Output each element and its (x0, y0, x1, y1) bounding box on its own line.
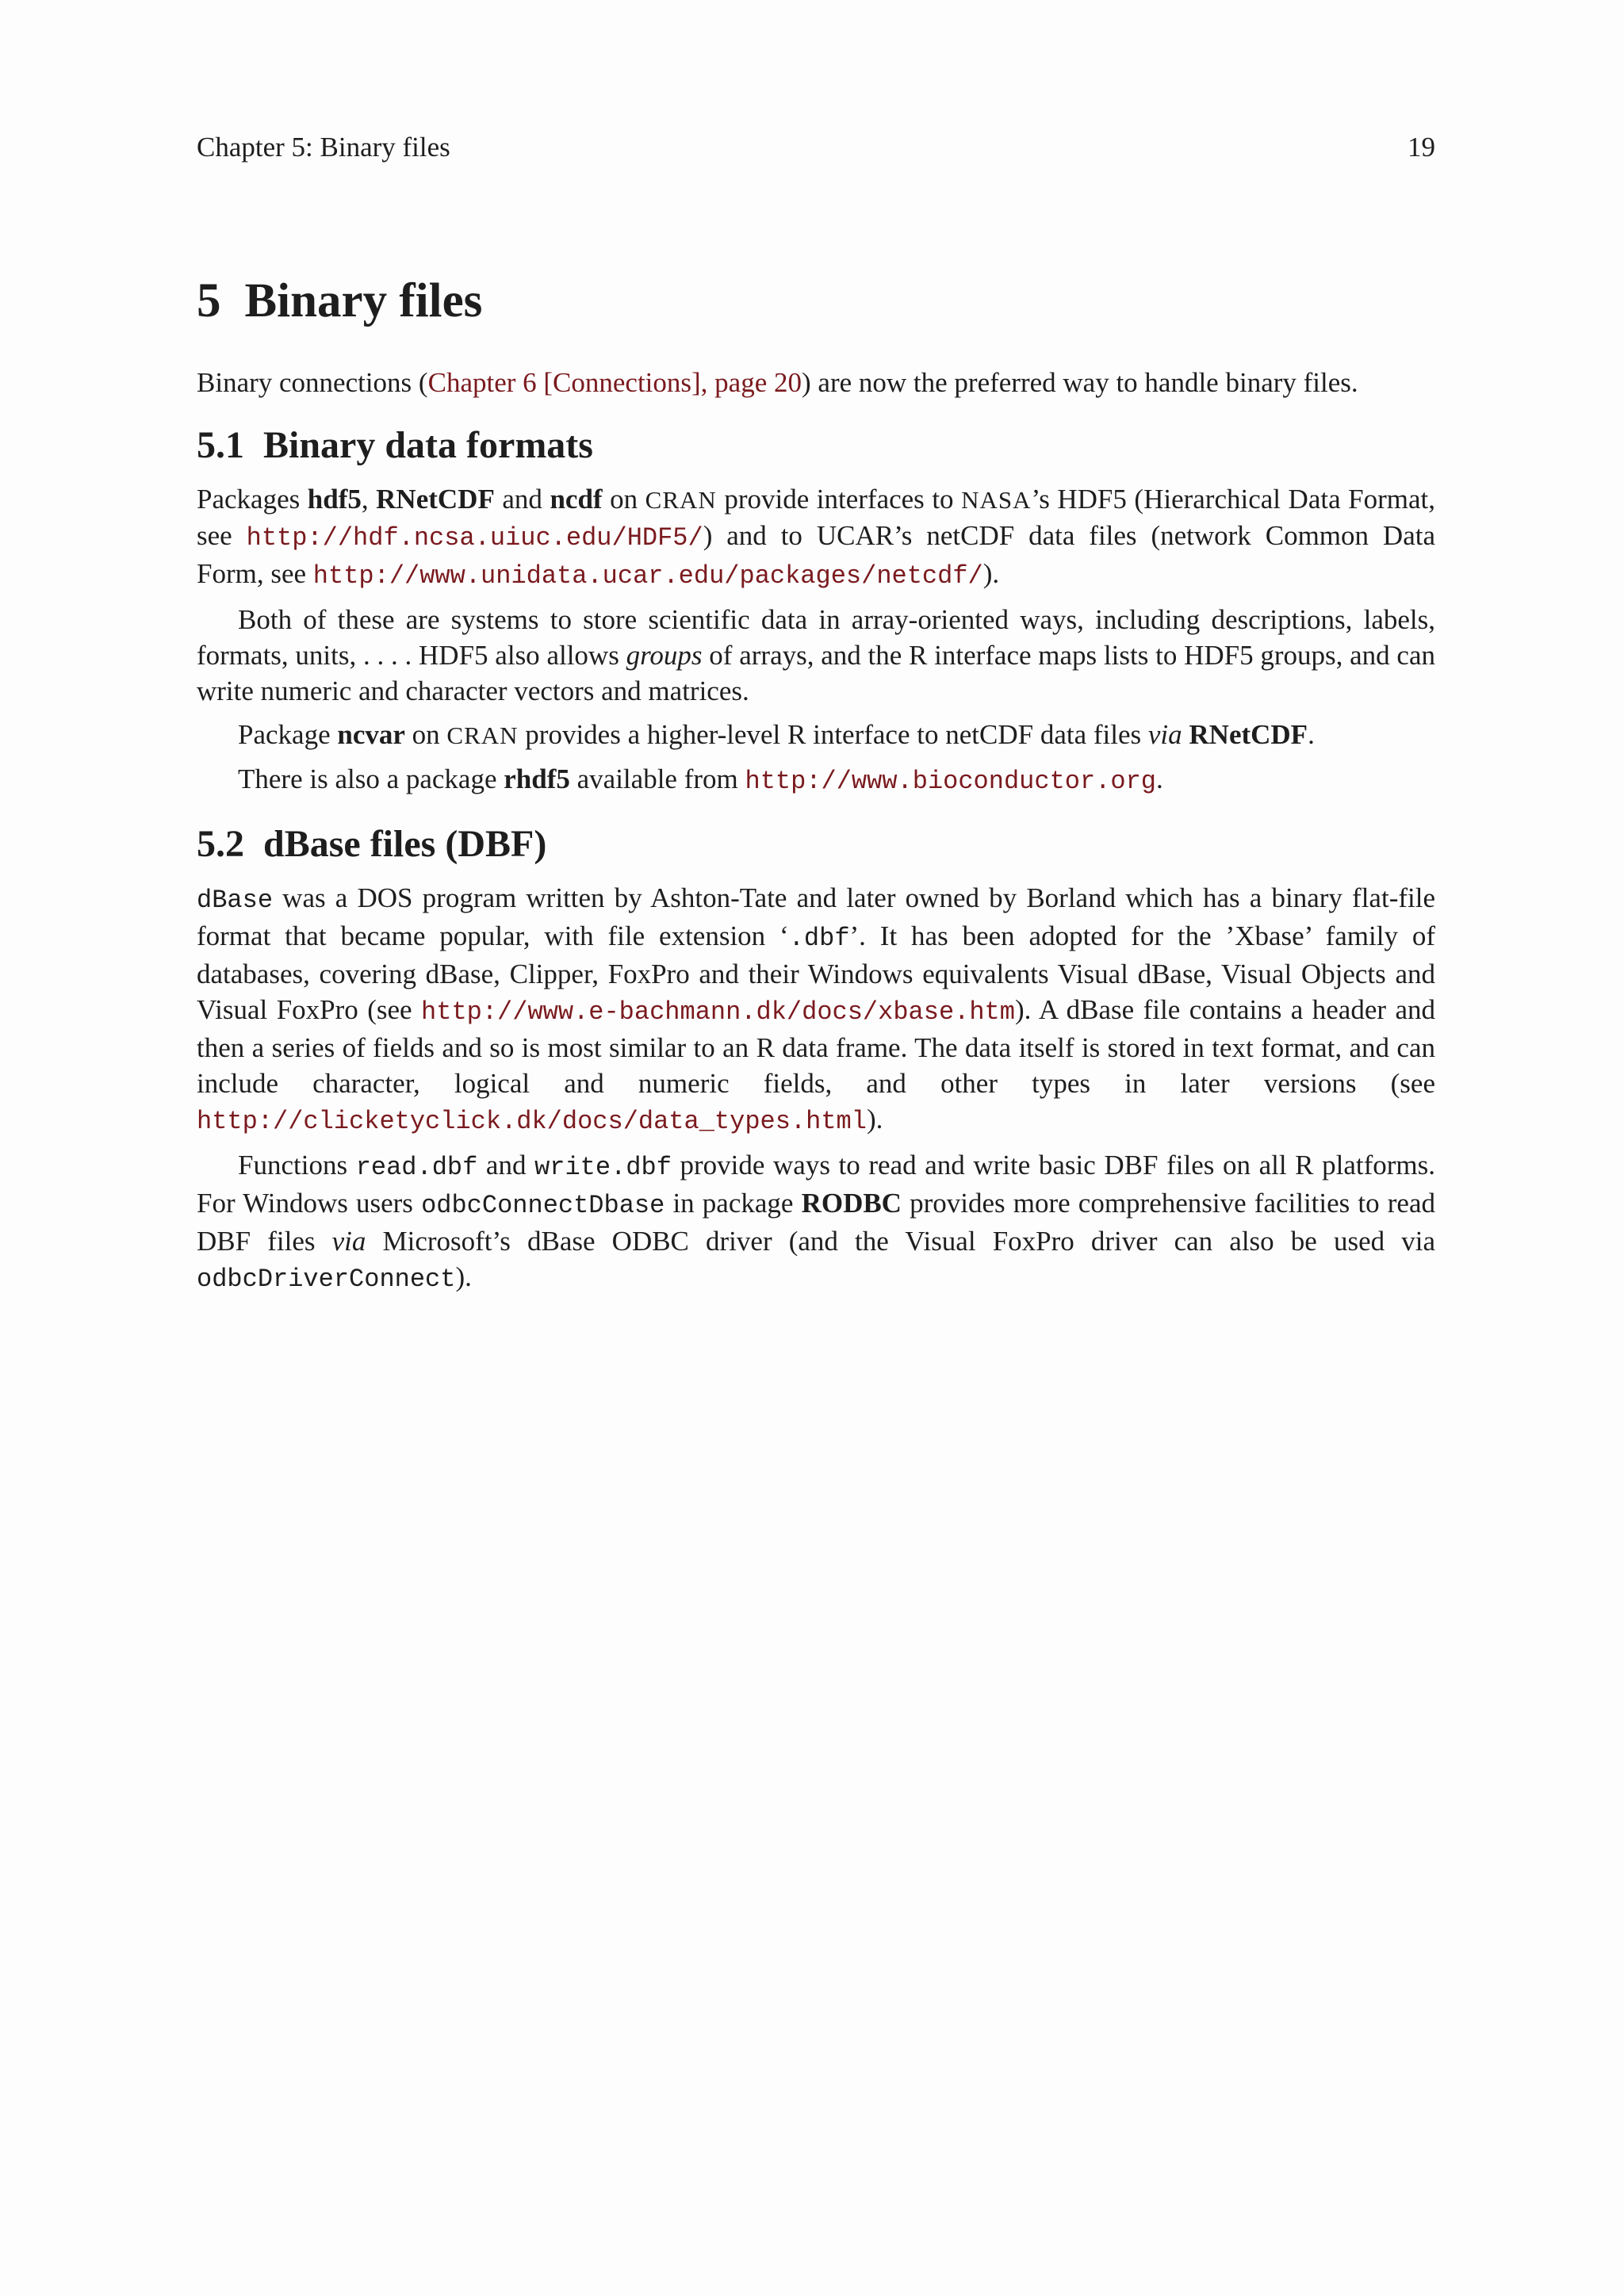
code-term: odbcConnectDbase (421, 1191, 665, 1220)
text-run: in package (665, 1188, 802, 1219)
section-title: Binary data formats (263, 424, 593, 466)
text-run: ). (455, 1261, 472, 1292)
section-number: 5.2 (197, 823, 244, 865)
page-number: 19 (1408, 132, 1435, 163)
emphasis: via (1147, 719, 1182, 750)
code-term: read.dbf (355, 1153, 478, 1182)
text-run: , (361, 484, 377, 515)
package-name: ncvar (337, 719, 405, 750)
package-name: RNetCDF (376, 484, 495, 515)
text-run: Package (238, 719, 338, 750)
acronym: CRAN (446, 721, 519, 749)
section-heading-5-2 (197, 820, 1435, 869)
chapter-title: Binary files (244, 274, 483, 327)
text-run: . (1155, 763, 1163, 794)
text-run: available from (569, 763, 745, 794)
emphasis: via (331, 1226, 366, 1257)
text-run: provide interfaces to (716, 484, 962, 515)
text-run: Both of these are systems to store scientific data in array-oriented ways, including descriptions, labels, formats, units, . . . . HDF5 also allows (197, 604, 1435, 671)
text-run: ’. It has been adopted for the ’Xbase’ family of databases, covering dBase, Clipper, FoxPro and their Windows equivalents Visual dBase, Visual Objects and Visual FoxPro (see (197, 920, 1435, 1025)
text-run: provides more comprehensive facilities to read DBF files (197, 1188, 1435, 1257)
section-heading-5-1 (197, 421, 1435, 470)
acronym: CRAN (645, 486, 717, 514)
text-run: . (1308, 719, 1315, 750)
text-run: Packages (197, 484, 308, 515)
running-header-chapter: Chapter 5: Binary files (197, 132, 450, 163)
xbase-url-link[interactable]: http://www.e-bachmann.dk/docs/xbase.htm (421, 997, 1015, 1027)
binary-formats-paragraph-1 (197, 481, 1435, 594)
text-run: of arrays, and the R interface maps lists to HDF5 groups, and can write numeric and character vectors and matrices. (197, 640, 1436, 706)
text-run: ’s HDF5 (Hierarchical Data Format, see (197, 484, 1436, 551)
text-run: ). (866, 1104, 883, 1135)
data-types-url-link[interactable]: http://clicketyclick.dk/docs/data_types.html (197, 1107, 867, 1136)
text-run: Binary connections ( (197, 367, 428, 398)
package-name: RODBC (801, 1188, 902, 1219)
code-term: odbcDriverConnect (197, 1265, 456, 1294)
chapter-heading (197, 270, 1435, 333)
text-run: Microsoft’s dBase ODBC driver (and the Visual FoxPro driver can also be used via (366, 1226, 1435, 1257)
text-run: provides a higher-level R interface to netCDF data files (518, 719, 1148, 750)
text-run: and (477, 1150, 535, 1181)
text-run: on (602, 484, 645, 515)
text-run: provide ways to read and write basic DBF files on all R platforms. For Windows users (197, 1150, 1435, 1219)
intro-paragraph (197, 365, 1435, 400)
text-run: ) and to UCAR’s netCDF data files (network Common Data Form, see (197, 520, 1435, 589)
package-name: hdf5 (307, 484, 362, 515)
acronym: NASA (961, 486, 1032, 514)
section-title: dBase files (DBF) (263, 823, 547, 865)
binary-formats-paragraph-4 (197, 761, 1435, 799)
text-run: was a DOS program written by Ashton-Tate and later owned by Borland which has a binary flat-file format that became popular, with file extension ‘ (197, 882, 1435, 951)
dbase-paragraph-1 (197, 880, 1435, 1139)
package-name: ncdf (550, 484, 603, 515)
binary-formats-paragraph-2 (197, 602, 1435, 709)
binary-formats-paragraph-3 (197, 717, 1435, 753)
text-run: Functions (238, 1150, 356, 1181)
text-run: ). A dBase file contains a header and then a series of fields and so is most similar to an R data frame. The data itself is stored in text format, and can include character, logical and numeric fields, and other types in later versions (see (197, 994, 1435, 1099)
dbase-paragraph-2 (197, 1147, 1435, 1297)
bioconductor-url-link[interactable]: http://www.bioconductor.org (745, 767, 1156, 796)
code-term: dBase (197, 886, 274, 915)
netcdf-url-link[interactable]: http://www.unidata.ucar.edu/packages/netcdf/ (312, 561, 983, 591)
code-term: .dbf (788, 924, 850, 953)
connections-cross-reference-link[interactable]: Chapter 6 [Connections], page 20 (427, 367, 802, 398)
running-header (197, 132, 1435, 163)
chapter-number: 5 (197, 274, 221, 327)
text-run: There is also a package (238, 763, 504, 794)
section-number: 5.1 (197, 424, 244, 466)
package-name: RNetCDF (1189, 719, 1308, 750)
page-content (197, 270, 1435, 1305)
text-run: on (404, 719, 447, 750)
code-term: write.dbf (534, 1153, 672, 1182)
package-name: rhdf5 (504, 763, 570, 794)
hdf5-url-link[interactable]: http://hdf.ncsa.uiuc.edu/HDF5/ (246, 523, 703, 553)
emphasis: groups (626, 640, 703, 671)
text-run: ) are now the preferred way to handle binary files. (802, 367, 1358, 398)
text-run: and (494, 484, 550, 515)
text-run: ). (982, 558, 1000, 589)
